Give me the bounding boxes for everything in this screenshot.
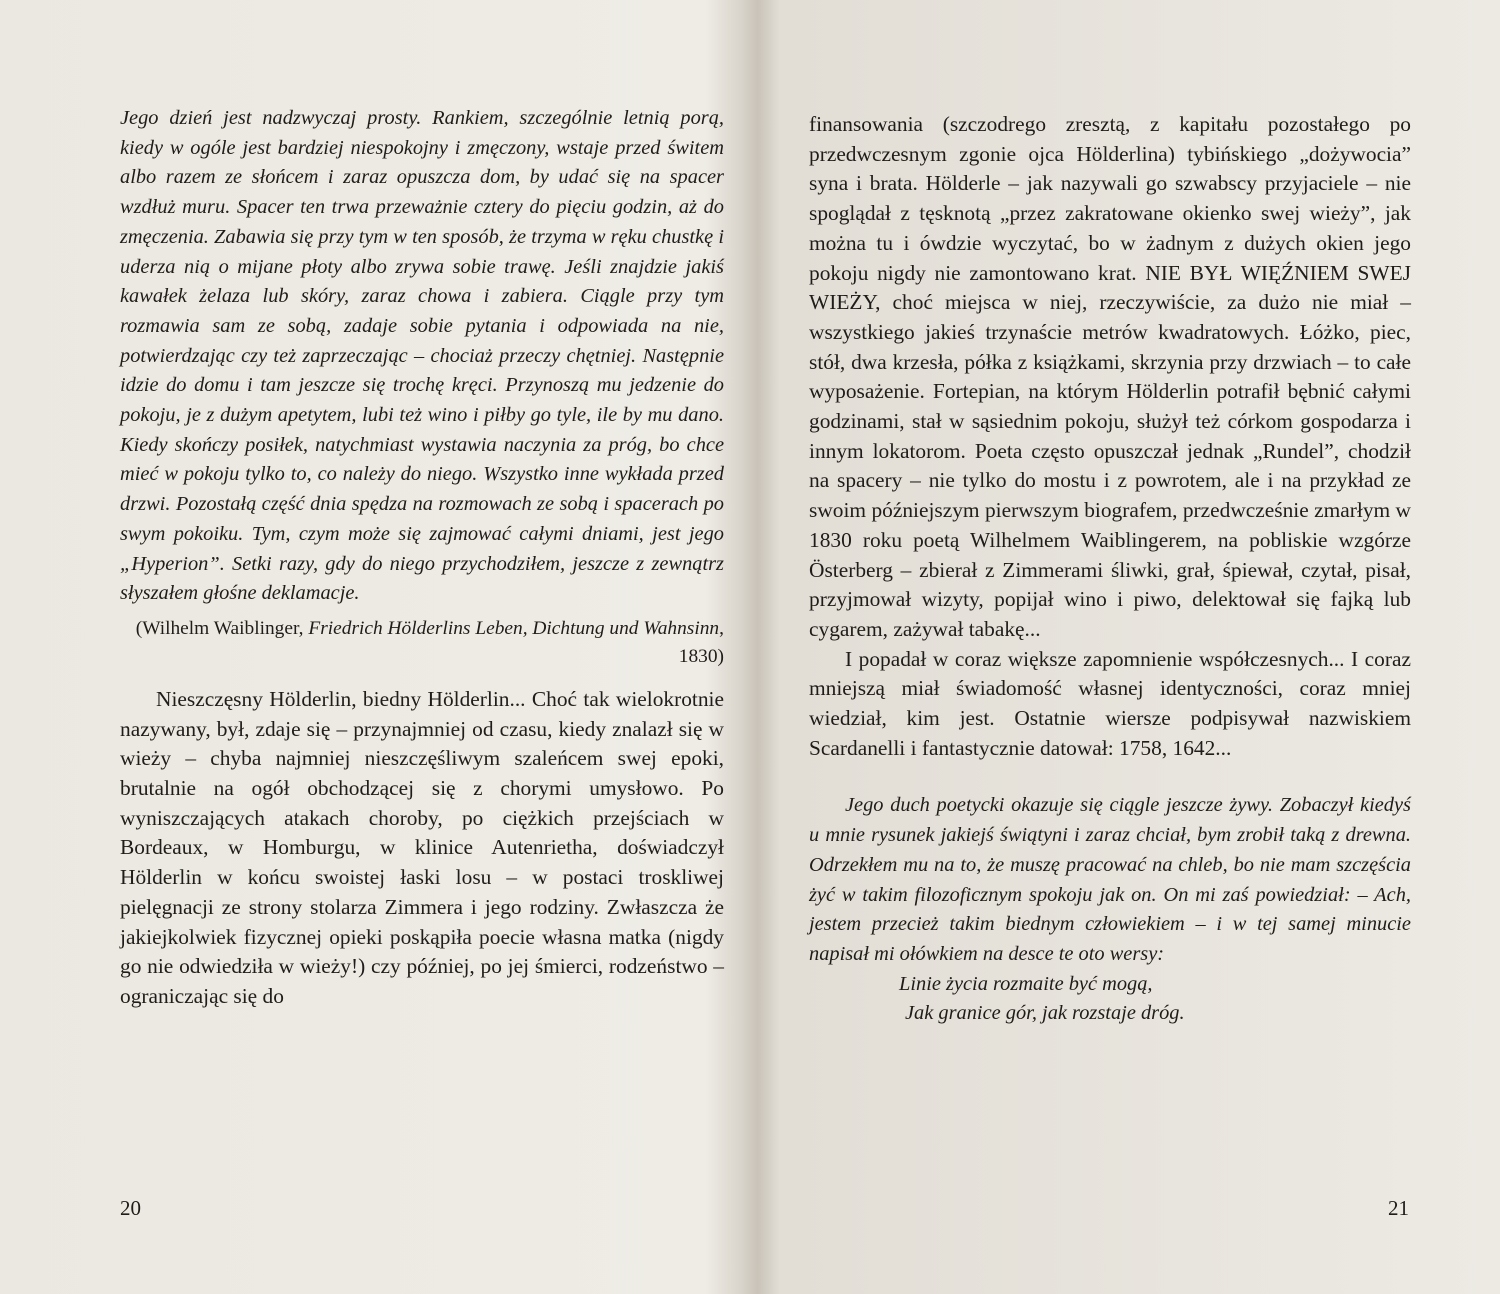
page-number-right: 21: [1388, 1196, 1409, 1220]
scardanelli-paragraph: I popadał w coraz większe zapomnienie współczesnych... I coraz mniejszą miał świadomość własnej identyczności, coraz mniej wiedział, kim jest. Ostatnie wiersze podpisywał nazwiskiem Scardanelli i fantastycznie datował: 1758, 1642...: [809, 646, 1411, 760]
verse-line-1: Linie życia rozmaite być mogą,: [899, 972, 1153, 995]
verse-block: [809, 970, 1411, 1029]
quote-citation: [120, 615, 724, 671]
waiblinger-quote: Jego dzień jest nadzwyczaj prosty. Rankiem, szczególnie letnią porą, kiedy w ogóle jest bardziej niespokojny i zmęczony, wstaje przed świtem albo razem ze słońcem i zaraz opuszcza dom, by udać się na spacer wzdłuż muru. Spacer ten trwa przeważnie cztery do pięciu godzin, aż do zmęczenia. Zabawia się przy tym w ten sposób, że trzyma w ręku chustkę i uderza nią o mijane płoty albo zrywa sobie trawę. Jeśli znajdzie jakiś kawałek żelaza lub skóry, zaraz chowa i zabiera. Ciągle przy tym rozmawia sam ze sobą, zadaje sobie pytania i odpowiada na nie, potwierdzając czy też zaprzeczając – chociaż przeczy chętniej. Następnie idzie do domu i tam jeszcze się trochę kręci. Przynoszą mu jedzenie do pokoju, je z dużym apetytem, lubi też wino i piłby go tyle, ile by mu dano. Kiedy skończy posiłek, natychmiast wystawia naczynia za próg, bo chce mieć w pokoju tylko to, co należy do niego. Wszystko inne wykłada przed drzwi. Pozostałą część dnia spędza na rozmowach ze sobą i spacerach po swym pokoiku. Tym, czym może się zajmować całymi dniami, jest jego „Hyperion”. Setki razy, gdy do niego przychodziłem, jeszcze z zewnątrz słyszałem głośne deklamacje.: [120, 107, 724, 605]
zimmer-quote: Jego duch poetycki okazuje się ciągle jeszcze żywy. Zobaczył kiedyś u mnie rysunek jakiejś świątyni i zaraz chciał, bym zrobił taką z drewna. Odrzekłem mu na to, że muszę pracować na chleb, bo nie mam szczęścia żyć w takim filozoficznym spokoju jak on. On mi zaś powiedział: – Ach, jestem przecież takim biednym człowiekiem – i w tej samej minucie napisał mi ołówkiem na desce te oto wersy:: [809, 794, 1411, 965]
citation-title: Friedrich Hölderlins Leben, Dichtung und Wahnsinn: [308, 617, 720, 639]
verse-line-2: Jak granice gór, jak rozstaje dróg.: [905, 1002, 1185, 1025]
citation-suffix: , 1830): [678, 617, 724, 667]
body-paragraph-holderlin: Nieszczęsny Hölderlin, biedny Hölderlin... Choć tak wielokrotnie nazywany, był, zdaje się – przynajmniej od czasu, kiedy znalazł się w wieży – chyba najmniej nieszczęśliwym szaleńcem swej epoki, brutalnie na ogół obchodzącej się z chorymi umysłowo. Po wyniszczających atakach choroby, po ciężkich przejściach w Bordeaux, w Homburgu, w klinice Autenrietha, doświadczył Hölderlin w końcu swoistej łaski losu – w postaci troskliwej pielęgnacji ze strony stolarza Zimmera i jego rodziny. Zwłaszcza że jakiejkolwiek fizycznej opieki poskąpiła poecie własna matka (nigdy go nie odwiedziła w wieży!) czy później, po jej śmierci, rodzeństwo – ograniczając się do: [120, 686, 724, 1008]
right-page-text: [809, 110, 1411, 1029]
citation-prefix: (Wilhelm Waiblinger,: [135, 617, 309, 639]
page-number-left: 20: [120, 1196, 141, 1220]
left-page-text: [120, 104, 724, 1012]
continuation-paragraph: finansowania (szczodrego zresztą, z kapitału pozostałego po przedwczesnym zgonie ojca Hölderlina) tybińskiego „dożywocia” syna i brata. Hölderle – jak nazywali go szwabscy przyjaciele – nie spoglądał z tęsknotą „przez zakratowane okienko swej wieży”, jak można tu i ówdzie wyczytać, bo w żadnym z dużych okien jego pokoju nigdy nie zamontowano krat. NIE BYŁ WIĘŹNIEM SWEJ WIEŻY, choć miejsca w niej, rzeczywiście, za dużo nie miał – wszystkiego jakieś trzynaście metrów kwadratowych. Łóżko, piec, stół, dwa krzesła, półka z książkami, skrzynia przy drzwiach – to całe wyposażenie. Fortepian, na którym Hölderlin potrafił bębnić całymi godzinami, stał w sąsiednim pokoju, służył też córkom gospodarza i innym lokatorom. Poeta często opuszczał jednak „Rundel”, chodził na spacery – nie tylko do mostu i z powrotem, ale i na przykład ze swoim późniejszym pierwszym biografem, przedwcześnie zmarłym w 1830 roku poetą Wilhelmem Waiblingerem, na pobliskie wzgórze Österberg – zbierał z Zimmerami śliwki, grał, śpiewał, czytał, pisał, przyjmował wizyty, popijał wino i piwo, delektował się fajką lub cygarem, zażywał tabakę...: [809, 112, 1411, 641]
